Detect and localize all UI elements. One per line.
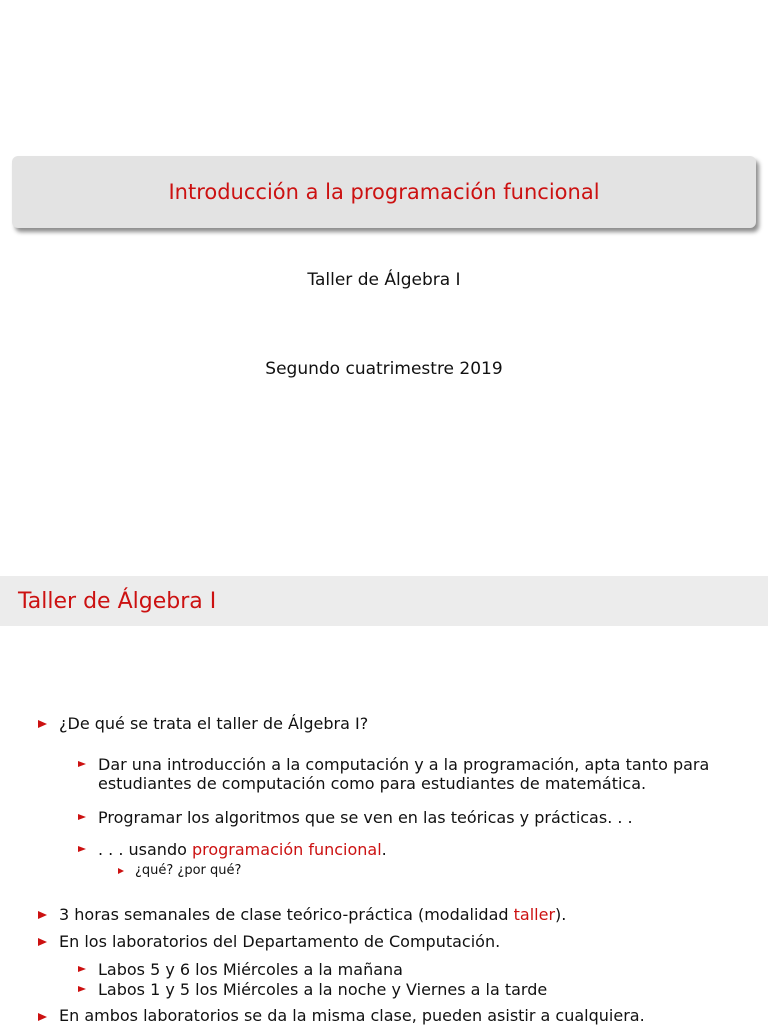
title-box: [12, 156, 756, 228]
list-item: Labos 5 y 6 los Miércoles a la mañana: [98, 960, 403, 979]
slide-subtitle: Taller de Álgebra I: [307, 270, 461, 290]
text-fragment: ).: [555, 905, 567, 924]
slide-date: Segundo cuatrimestre 2019: [265, 359, 503, 379]
bullet-icon: [38, 1013, 47, 1021]
list-item-continuation: estudiantes de computación como para estudiantes de matemática.: [98, 774, 647, 793]
highlight-term: taller: [513, 905, 556, 924]
list-item: En los laboratorios del Departamento de Computación.: [59, 932, 501, 951]
bullet-icon: [38, 911, 47, 919]
bullet-icon: [38, 938, 47, 946]
list-item: [59, 905, 566, 925]
list-item: [98, 840, 387, 860]
list-item: Dar una introducción a la computación y a la programación, apta tanto para: [98, 755, 710, 774]
text-fragment: . . . usando: [98, 840, 192, 859]
bullet-icon: [78, 986, 86, 992]
list-item: En ambos laboratorios se da la misma clase, pueden asistir a cualquiera.: [59, 1006, 645, 1025]
list-item: Labos 1 y 5 los Miércoles a la noche y Viernes a la tarde: [98, 980, 548, 999]
bullet-icon: [78, 846, 86, 852]
highlight-term: programación funcional: [191, 840, 382, 859]
bullet-icon: [78, 966, 86, 972]
text-fragment: 3 horas semanales de clase teórico-práctica (modalidad: [59, 905, 514, 924]
text-fragment: .: [381, 840, 387, 859]
list-item: ¿qué? ¿por qué?: [135, 863, 242, 878]
list-item: Programar los algoritmos que se ven en las teóricas y prácticas. . .: [98, 808, 633, 827]
bullet-icon: [38, 720, 47, 728]
bullet-icon: [78, 761, 86, 767]
frame-title: Taller de Álgebra I: [18, 588, 217, 614]
slide-title: Introducción a la programación funcional: [168, 180, 600, 204]
bullet-icon: [78, 814, 86, 820]
frame-header: [0, 576, 768, 626]
list-item: ¿De qué se trata el taller de Álgebra I?: [59, 714, 369, 733]
bullet-icon: [118, 868, 124, 874]
